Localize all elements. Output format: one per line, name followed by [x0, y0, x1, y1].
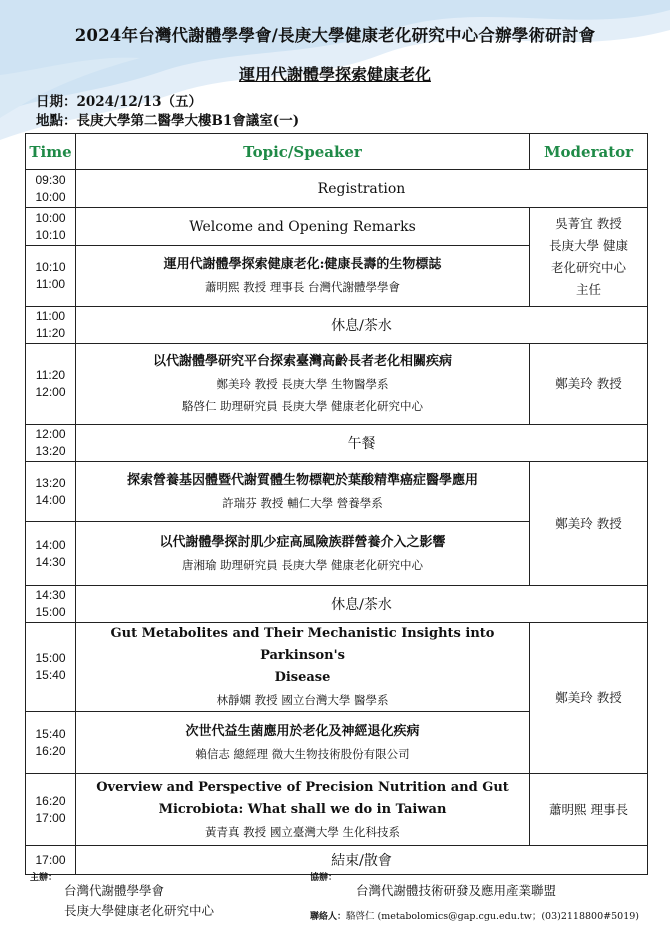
speaker: 鄭美玲 教授 長庚大學 生物醫學系 — [216, 377, 389, 391]
table-row — [26, 774, 648, 846]
host-section — [30, 869, 57, 883]
moderator-line: 長庚大學 健康 — [549, 238, 628, 253]
time-start: 14:00 — [35, 537, 66, 552]
host-list — [64, 881, 214, 921]
talk-cell — [76, 774, 530, 846]
co-organizer-section — [310, 869, 337, 883]
time-start: 10:10 — [35, 260, 66, 274]
closing: 結束/散會 — [76, 846, 648, 875]
time-cell — [26, 774, 76, 846]
time-end: 15:40 — [35, 668, 66, 682]
break: 休息/茶水 — [76, 586, 648, 623]
event-place — [36, 109, 299, 129]
table-row — [26, 586, 648, 623]
opening-remarks: Welcome and Opening Remarks — [76, 208, 530, 246]
moderator-line: 吳菁宜 教授 — [555, 216, 622, 231]
time-start: 09:30 — [35, 172, 66, 187]
talk-cell — [76, 712, 530, 774]
time-cell — [26, 586, 76, 623]
moderator-midday: 鄭美玲 教授 — [530, 344, 648, 425]
host-org: 台灣代謝體學學會 — [64, 883, 165, 898]
moderator-afternoon2: 鄭美玲 教授 — [530, 623, 648, 774]
talk-cell — [76, 623, 530, 712]
time-cell — [26, 712, 76, 774]
time-start: 13:20 — [35, 475, 66, 490]
time-cell — [26, 208, 76, 246]
time-cell — [26, 246, 76, 307]
moderator-line: 老化研究中心 — [550, 260, 626, 275]
talk-title: 以代謝體學探討肌少症高風險族群營養介入之影響 — [159, 534, 446, 550]
table-row — [26, 623, 648, 712]
host-org: 長庚大學健康老化研究中心 — [64, 903, 215, 918]
break: 休息/茶水 — [76, 307, 648, 344]
speaker: 蕭明熙 教授 理事長 台灣代謝體學學會 — [205, 280, 400, 294]
talk-cell — [76, 344, 530, 425]
table-row — [26, 462, 648, 522]
moderator-line: 主任 — [575, 282, 601, 297]
time-end: 14:00 — [35, 492, 66, 507]
header-moderator: Moderator — [530, 134, 648, 170]
time-end: 17:00 — [35, 810, 66, 825]
time-start: 12:00 — [35, 427, 66, 441]
time-cell — [26, 170, 76, 208]
table-row — [26, 208, 648, 246]
speaker: 林靜嫻 教授 國立台灣大學 醫學系 — [216, 693, 389, 707]
co-organizer: 台灣代謝體技術研發及應用產業聯盟 — [356, 883, 557, 898]
talk-title: Disease — [274, 670, 331, 685]
registration: Registration — [76, 170, 648, 208]
speaker: 黃青真 教授 國立臺灣大學 生化科技系 — [205, 824, 400, 839]
time-end: 10:00 — [35, 189, 66, 204]
time-start: 14:30 — [35, 588, 66, 602]
event-date — [36, 90, 202, 110]
header-topic: Topic/Speaker — [76, 134, 530, 170]
time-cell — [26, 344, 76, 425]
time-start: 15:40 — [35, 726, 66, 741]
time-cell — [26, 623, 76, 712]
time-cell — [26, 307, 76, 344]
time-end: 13:20 — [35, 444, 66, 458]
time-end: 12:00 — [35, 385, 66, 399]
agenda-table — [25, 133, 648, 875]
talk-title: 運用代謝體學探索健康老化:健康長壽的生物標誌 — [163, 257, 442, 272]
time-end: 10:10 — [35, 227, 66, 242]
talk-cell — [76, 462, 530, 522]
time-start: 15:00 — [35, 651, 66, 665]
contact-info — [310, 908, 639, 922]
lunch: 午餐 — [76, 425, 648, 462]
talk-title: 探索營養基因體暨代謝質體生物標靶於葉酸精準癌症醫學應用 — [126, 472, 478, 488]
time-cell — [26, 425, 76, 462]
co-organizer-label: 協辦： — [310, 873, 338, 883]
date-value: 2024/12/13（五） — [76, 94, 203, 110]
speaker: 賴信志 總經理 微大生物技術股份有限公司 — [195, 746, 410, 761]
speaker: 駱啓仁 助理研究員 長庚大學 健康老化研究中心 — [182, 399, 423, 413]
talk-title: 次世代益生菌應用於老化及神經退化疾病 — [185, 723, 420, 739]
moderator-afternoon1: 鄭美玲 教授 — [530, 462, 648, 586]
page-subtitle: 運用代謝體學探索健康老化 — [238, 65, 431, 84]
time-cell: 17:00 — [26, 846, 76, 875]
time-end: 16:20 — [35, 743, 66, 758]
table-row — [26, 307, 648, 344]
time-end: 11:00 — [35, 277, 66, 291]
time-end: 15:00 — [35, 605, 66, 619]
time-end: 14:30 — [35, 554, 66, 569]
header-time: Time — [26, 134, 76, 170]
place-value: 長庚大學第二醫學大樓B1會議室(一) — [76, 113, 300, 129]
time-start: 16:20 — [35, 793, 66, 808]
table-row — [26, 344, 648, 425]
talk-title: 以代謝體學研究平台探索臺灣高齡長者老化相關疾病 — [152, 354, 452, 369]
talk-title: Overview and Perspective of Precision Nutrition and Gut — [96, 779, 509, 795]
contact-label: 聯絡人： — [310, 912, 347, 922]
talk-title: Gut Metabolites and Their Mechanistic Insights into Parkinson's — [110, 626, 495, 663]
speaker: 許瑞芬 教授 輔仁大學 營養學系 — [222, 495, 383, 510]
time-start: 11:20 — [35, 368, 66, 382]
contact-value: 駱啓仁 (metabolomics@gap.cgu.edu.tw；(03)2118800#5019) — [346, 911, 639, 922]
talk-title: Microbiota: What shall we do in Taiwan — [158, 801, 447, 817]
time-start: 11:00 — [35, 309, 66, 323]
time-cell — [26, 522, 76, 586]
date-label: 日期： — [36, 94, 77, 110]
talk-cell — [76, 522, 530, 586]
talk-cell — [76, 246, 530, 307]
place-label: 地點： — [36, 113, 77, 129]
host-label: 主辦： — [30, 873, 58, 883]
time-cell — [26, 462, 76, 522]
moderator-final: 蕭明熙 理事長 — [530, 774, 648, 846]
page-title: 2024年台灣代謝體學學會/長庚大學健康老化研究中心合辦學術研討會 — [74, 26, 596, 45]
time-start: 10:00 — [35, 210, 66, 225]
table-header — [26, 134, 648, 170]
speaker: 唐湘瑜 助理研究員 長庚大學 健康老化研究中心 — [182, 557, 423, 572]
table-row — [26, 425, 648, 462]
table-row — [26, 170, 648, 208]
moderator-opening — [530, 208, 648, 307]
time-end: 11:20 — [35, 326, 66, 340]
